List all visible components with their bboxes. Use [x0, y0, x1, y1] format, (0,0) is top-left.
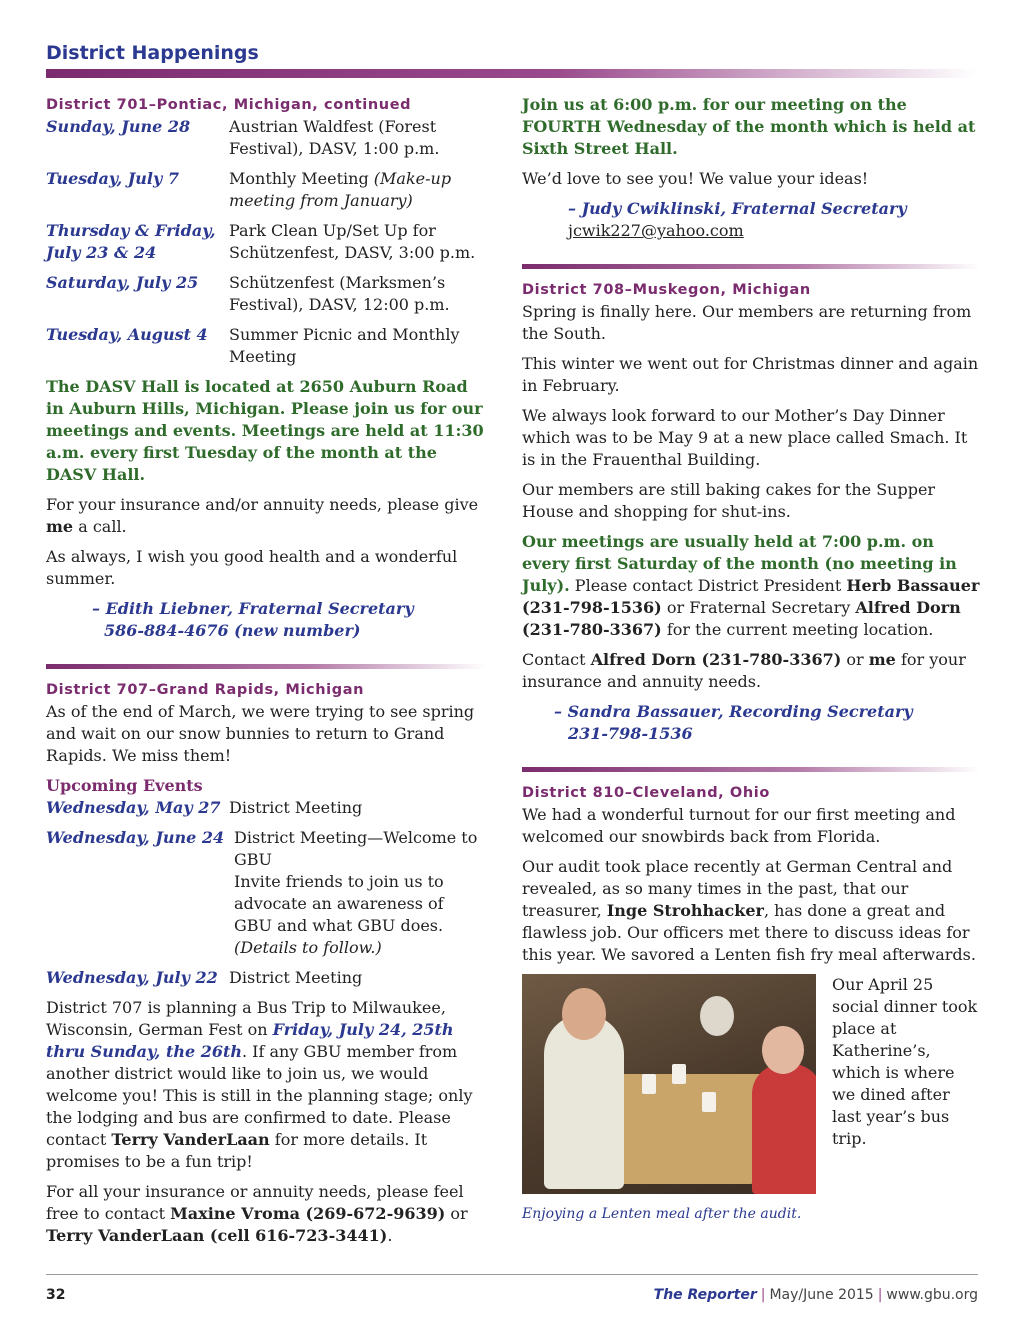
- event-desc: Schützenfest (Marksmen’s Festival), DASV, 12:00 p.m.: [229, 273, 450, 314]
- photo-cup: [702, 1092, 716, 1112]
- insurance-paragraph: [46, 494, 486, 538]
- paragraph: We had a wonderful turnout for our first meeting and welcomed our snowbirds back from Florida.: [522, 805, 956, 846]
- event-row: [46, 220, 486, 264]
- photo-caption: Enjoying a Lenten meal after the audit.: [522, 1206, 802, 1222]
- signature-name: – Judy Cwiklinski, Fraternal Secretary: [568, 199, 907, 218]
- event-desc: District Meeting: [229, 798, 363, 817]
- paragraph: This winter we went out for Christmas dinner and again in February.: [522, 354, 979, 395]
- signature-phone: 231-798-1536: [568, 724, 693, 743]
- event-row: [46, 827, 486, 959]
- bus-trip-dates: Friday, July 24, 25th thru Sunday, the 26th: [46, 1020, 454, 1061]
- photo-side-text: Our April 25 social dinner took place at Katherine’s, which is where we dined after last year’s bus trip.: [832, 975, 978, 1148]
- left-column: [46, 94, 486, 1255]
- district-708-heading: District 708–Muskegon, Michigan: [522, 282, 811, 298]
- event-desc-text: Monthly Meeting: [229, 169, 374, 188]
- event-desc: [229, 168, 486, 212]
- insurance-contact-paragraph: [46, 1181, 486, 1247]
- paragraph: Our members are still baking cakes for the Supper House and shopping for shut-ins.: [522, 480, 936, 521]
- bus-trip-paragraph: [46, 997, 486, 1173]
- signature-phone: 586-884-4676 (new number): [104, 621, 361, 640]
- event-row: [46, 116, 486, 160]
- right-column: [522, 94, 980, 1222]
- meeting-note: Join us at 6:00 p.m. for our meeting on the FOURTH Wednesday of the month which is held at Sixth Street Hall.: [522, 95, 976, 158]
- event-date: Tuesday, August 4: [46, 325, 208, 344]
- event-desc-line: District Meeting—Welcome to GBU: [234, 828, 478, 869]
- event-date: Saturday, July 25: [46, 273, 199, 292]
- event-row: [46, 168, 486, 212]
- contact-name: Alfred Dorn (231-780-3367): [522, 598, 961, 639]
- event-desc: Summer Picnic and Monthly Meeting: [229, 325, 460, 366]
- section-divider: [522, 264, 980, 269]
- district-707-heading: District 707–Grand Rapids, Michigan: [46, 682, 365, 698]
- event-date: Wednesday, May 27: [46, 798, 221, 817]
- event-desc: [234, 827, 486, 959]
- page-number: 32: [46, 1287, 66, 1303]
- event-desc-note: (Details to follow.): [234, 938, 382, 957]
- district-810-heading: District 810–Cleveland, Ohio: [522, 785, 770, 801]
- publication-name: The Reporter: [653, 1287, 757, 1303]
- contact-name: Terry VanderLaan (cell 616-723-3441): [46, 1226, 388, 1245]
- dasv-hall-note: The DASV Hall is located at 2650 Auburn Road in Auburn Hills, Michigan. Please join us for our meetings and events. Meetings are held at 11:30 a.m. every first Tuesday of the month at the DASV Hall.: [46, 377, 484, 484]
- footer-separator: |: [760, 1287, 766, 1303]
- district-701-heading: District 701–Pontiac, Michigan, continued: [46, 97, 412, 113]
- text-run: , has done a great and flawless job. Our officers met there to discuss ideas for this year. We savored a Lenten fish fry meal afterwards.: [522, 901, 976, 964]
- district-707-intro: As of the end of March, we were trying to see spring and wait on our snow bunnies to return to Grand Rapids. We miss them!: [46, 702, 475, 765]
- event-desc: District Meeting: [229, 968, 363, 987]
- paragraph: Spring is finally here. Our members are returning from the South.: [522, 302, 972, 343]
- photo-block: [522, 974, 980, 1194]
- contact-name: Inge Strohhacker: [606, 901, 764, 920]
- event-row: [46, 967, 486, 989]
- event-desc: Park Clean Up/Set Up for Schützenfest, DASV, 3:00 p.m.: [229, 221, 476, 262]
- text-run: for your insurance and annuity needs.: [522, 650, 966, 691]
- photo-head: [562, 988, 606, 1040]
- event-row: [46, 324, 486, 368]
- photo-cup: [642, 1074, 656, 1094]
- section-divider: [46, 664, 486, 669]
- text-run: for the current meeting location.: [661, 620, 934, 639]
- text-run: or: [841, 650, 869, 669]
- audit-paragraph: [522, 856, 980, 966]
- meeting-paragraph: [522, 531, 980, 641]
- contact-name: Alfred Dorn (231-780-3367): [590, 650, 842, 669]
- text-run-bold: me: [46, 517, 74, 536]
- contact-paragraph: [522, 649, 980, 693]
- contact-name: Maxine Vroma (269-672-9639): [170, 1204, 446, 1223]
- issue-date: May/June 2015: [769, 1287, 874, 1303]
- text-run: a call.: [73, 517, 127, 536]
- love-paragraph: We’d love to see you! We value your ideas!: [522, 169, 869, 188]
- contact-name: Terry VanderLaan: [111, 1130, 270, 1149]
- event-date: Thursday & Friday, July 23 & 24: [46, 221, 216, 262]
- website-link[interactable]: www.gbu.org: [886, 1287, 978, 1303]
- page-title: District Happenings: [46, 42, 259, 64]
- event-date: Wednesday, June 24: [46, 828, 225, 847]
- event-date: Sunday, June 28: [46, 117, 191, 136]
- text-run: or Fraternal Secretary: [661, 598, 856, 617]
- photo-cup: [672, 1064, 686, 1084]
- meeting-time: Our meetings are usually held at 7:00 p.m. on every first Saturday of the month (no meeting in July).: [522, 532, 957, 595]
- text-run: or: [445, 1204, 468, 1223]
- email-link[interactable]: jcwik227@yahoo.com: [568, 221, 744, 240]
- paragraph: We always look forward to our Mother’s Day Dinner which was to be May 9 at a new place called Smach. It is in the Frauenthal Building.: [522, 406, 968, 469]
- text-run: . If any GBU member from another district would like to join us, we would welcome you! This is still in the planning stage; only the lodging and bus are confirmed to date. Please contact: [46, 1042, 473, 1149]
- text-run: Please contact District President: [569, 576, 847, 595]
- lenten-meal-photo: [522, 974, 816, 1194]
- event-date: Tuesday, July 7: [46, 169, 179, 188]
- event-row: [46, 272, 486, 316]
- text-run: District 707 is planning a Bus Trip to Milwaukee, Wisconsin, German Fest on: [46, 998, 446, 1039]
- contact-name: Herb Bassauer (231-798-1536): [522, 576, 980, 617]
- photo-head: [700, 996, 734, 1036]
- event-row: [46, 797, 486, 819]
- text-run: Contact: [522, 650, 591, 669]
- signature-name: – Sandra Bassauer, Recording Secretary: [554, 702, 913, 721]
- text-run: Our audit took place recently at German Central and revealed, as so many times in the past, that our treasurer,: [522, 857, 953, 920]
- event-desc: Austrian Waldfest (Forest Festival), DASV, 1:00 p.m.: [229, 117, 440, 158]
- footer-separator: |: [877, 1287, 883, 1303]
- event-date: Wednesday, July 22: [46, 968, 218, 987]
- photo-head: [762, 1026, 804, 1074]
- text-run-bold: me: [868, 650, 896, 669]
- text-run: For your insurance and/or annuity needs, please give: [46, 495, 479, 514]
- footer-divider: [46, 1274, 978, 1275]
- title-divider: [46, 69, 976, 78]
- event-desc-note: (Make-up meeting from January): [229, 169, 452, 210]
- text-run: .: [387, 1226, 393, 1245]
- text-run: for more details. It promises to be a fun trip!: [46, 1130, 428, 1171]
- text-run: For all your insurance or annuity needs, please feel free to contact: [46, 1182, 464, 1223]
- section-divider: [522, 767, 980, 772]
- footer-info: [654, 1287, 978, 1303]
- photo-person: [544, 1014, 624, 1189]
- signature-name: – Edith Liebner, Fraternal Secretary: [92, 599, 414, 618]
- photo-person: [752, 1064, 816, 1194]
- upcoming-events-label: Upcoming Events: [46, 776, 203, 795]
- wish-paragraph: As always, I wish you good health and a wonderful summer.: [46, 547, 458, 588]
- event-desc-line: Invite friends to join us to advocate an awareness of GBU and what GBU does.: [234, 872, 444, 935]
